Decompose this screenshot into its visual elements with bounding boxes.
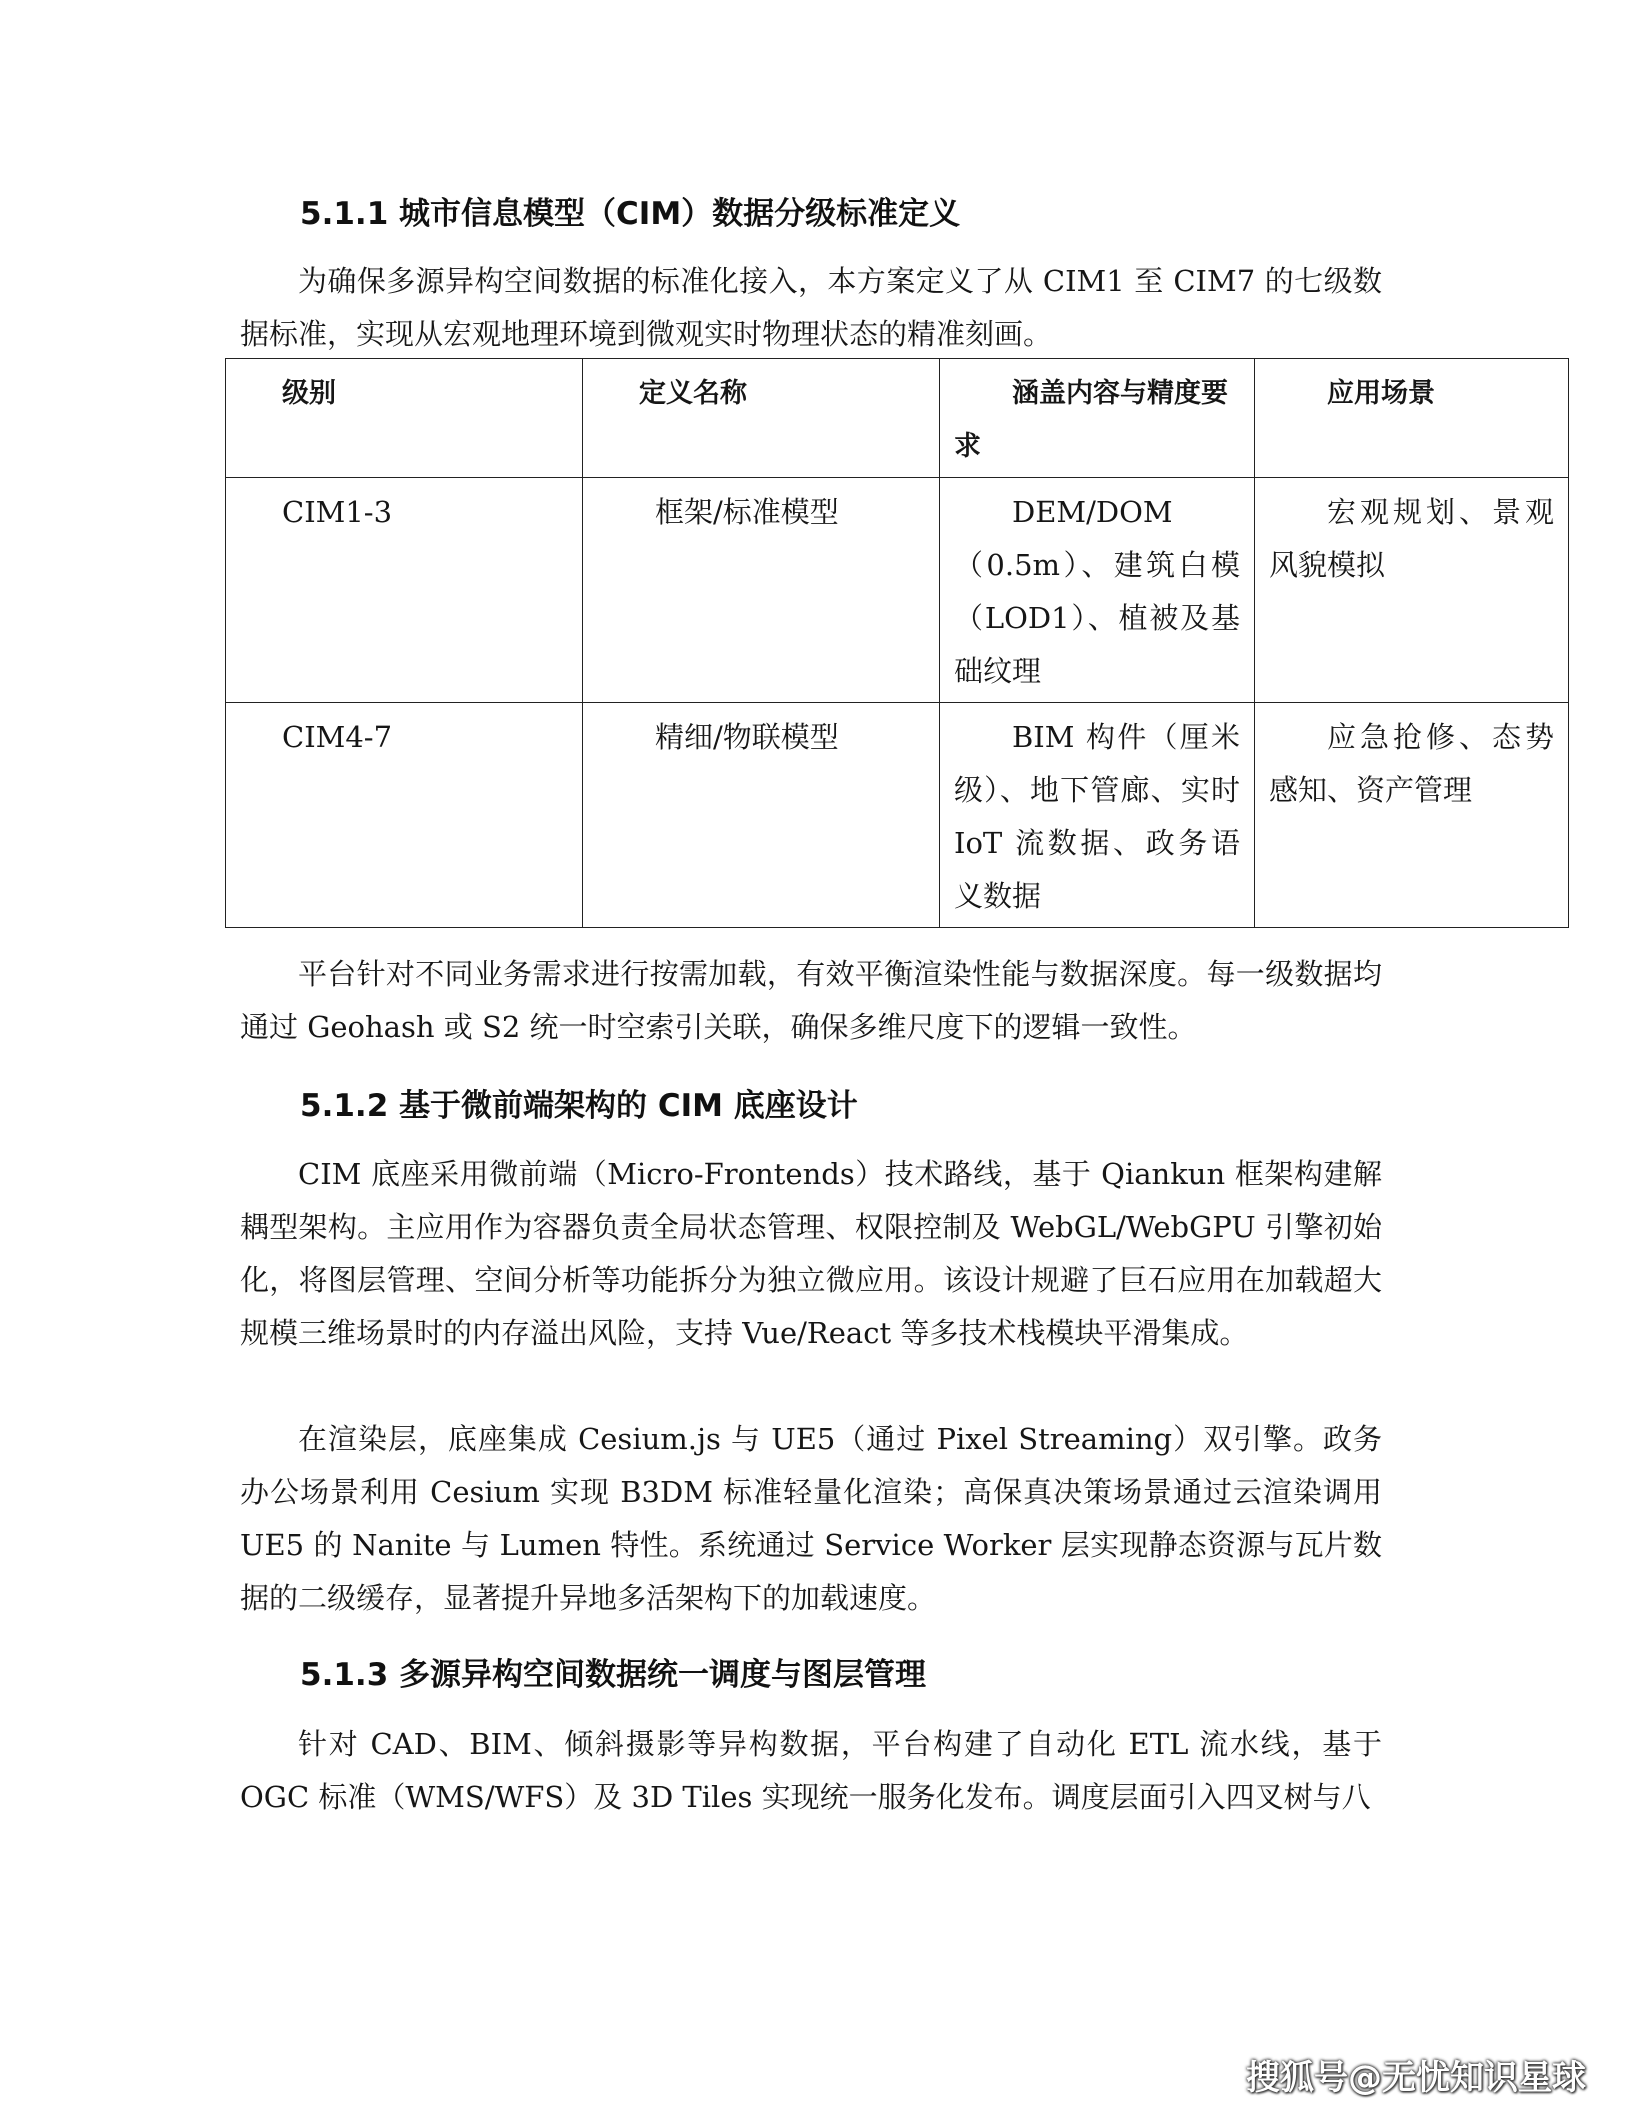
- table-cell-level: CIM4-7: [226, 703, 583, 928]
- table-header-content: 涵盖内容与精度要求: [940, 359, 1255, 478]
- table-cell-scene: 宏观规划、景观风貌模拟: [1255, 478, 1569, 703]
- section-5-1-3-title: 5.1.3 多源异构空间数据统一调度与图层管理: [300, 1657, 927, 1693]
- section-5-1-2-paragraph-1: CIM 底座采用微前端（Micro-Frontends）技术路线，基于 Qiankun 框架构建解耦型架构。主应用作为容器负责全局状态管理、权限控制及 WebGL/WebGPU 引擎初始化，将图层管理、空间分析等功能拆分为独立微应用。该设计规避了巨石应用在加载超大规模三维场景时的内存溢出风险，支持 Vue/React 等多技术栈模块平滑集成。: [240, 1157, 1382, 1350]
- section-5-1-2-paragraph-2: 在渲染层，底座集成 Cesium.js 与 UE5（通过 Pixel Streaming）双引擎。政务办公场景利用 Cesium 实现 B3DM 标准轻量化渲染；高保真决策场景通过云渲染调用 UE5 的 Nanite 与 Lumen 特性。系统通过 Service Worker 层实现静态资源与瓦片数据的二级缓存，显著提升异地多活架构下的加载速度。: [240, 1422, 1382, 1615]
- table-row: [226, 703, 1569, 928]
- watermark: 搜狐号@无忧知识星球: [1246, 2058, 1586, 2098]
- cim-level-table: [225, 358, 1569, 928]
- section-5-1-3-paragraph-1: 针对 CAD、BIM、倾斜摄影等异构数据，平台构建了自动化 ETL 流水线，基于 OGC 标准（WMS/WFS）及 3D Tiles 实现统一服务化发布。调度层面引入四叉树与八: [240, 1727, 1382, 1814]
- table-cell-name: 框架/标准模型: [583, 478, 940, 703]
- table-header-row: [226, 359, 1569, 478]
- table-cell-scene: 应急抢修、态势感知、资产管理: [1255, 703, 1569, 928]
- table-row: [226, 478, 1569, 703]
- section-5-1-1-title: 5.1.1 城市信息模型（CIM）数据分级标准定义: [300, 196, 961, 232]
- table-cell-content: DEM/DOM（0.5m）、建筑白模（LOD1）、植被及基础纹理: [940, 478, 1255, 703]
- table-header-scene: 应用场景: [1255, 359, 1569, 478]
- table-header-level: 级别: [226, 359, 583, 478]
- section-5-1-2-title: 5.1.2 基于微前端架构的 CIM 底座设计: [300, 1088, 858, 1124]
- table-cell-name: 精细/物联模型: [583, 703, 940, 928]
- section-5-1-1-intro: 为确保多源异构空间数据的标准化接入，本方案定义了从 CIM1 至 CIM7 的七级数据标准，实现从宏观地理环境到微观实时物理状态的精准刻画。: [240, 264, 1382, 351]
- table-header-name: 定义名称: [583, 359, 940, 478]
- table-cell-content: BIM 构件（厘米级）、地下管廊、实时 IoT 流数据、政务语义数据: [940, 703, 1255, 928]
- section-5-1-1-after-table: 平台针对不同业务需求进行按需加载，有效平衡渲染性能与数据深度。每一级数据均通过 Geohash 或 S2 统一时空索引关联，确保多维尺度下的逻辑一致性。: [240, 957, 1382, 1044]
- table-cell-level: CIM1-3: [226, 478, 583, 703]
